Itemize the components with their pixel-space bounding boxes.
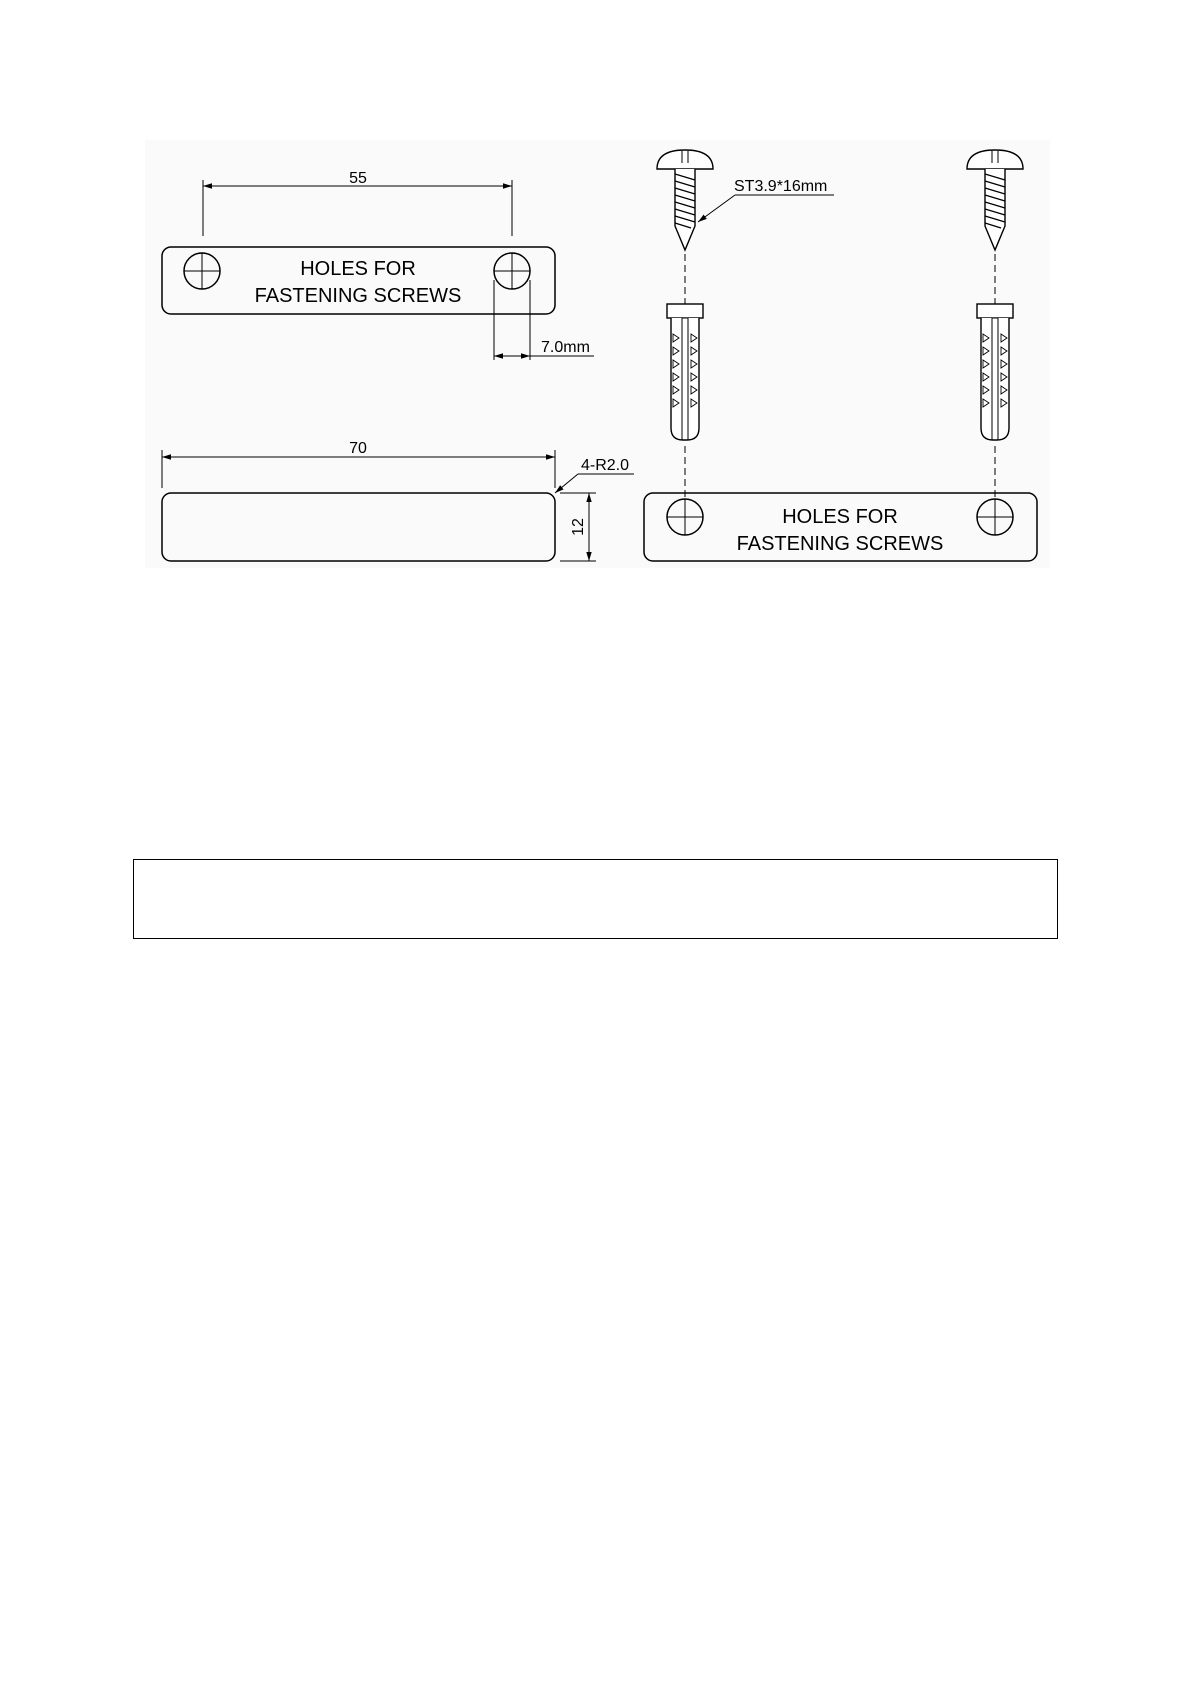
anchor-cap-icon [977,304,1013,318]
mounted-right-hole-icon [977,499,1013,535]
screw-spec-label: ST3.9*16mm [734,178,828,195]
anchor-cap-icon [667,304,703,318]
top-plate-label-line2: FASTENING SCREWS [254,285,462,307]
dimension-hole-diameter-label: 7.0mm [541,339,590,356]
dimension-12-label: 12 [570,518,587,536]
mounted-plate-label-line2: FASTENING SCREWS [736,533,944,555]
note-box [133,859,1058,939]
right-hole-icon [494,253,530,289]
dimension-70-label: 70 [349,440,367,457]
mounted-left-hole-icon [667,499,703,535]
top-plate-label-line1: HOLES FOR [300,258,416,280]
drawing-panel [145,140,1050,568]
left-hole-icon [184,253,220,289]
mounted-plate-label-line1: HOLES FOR [782,506,898,528]
dimension-55-label: 55 [349,170,367,187]
corner-radius-label: 4-R2.0 [581,457,630,474]
